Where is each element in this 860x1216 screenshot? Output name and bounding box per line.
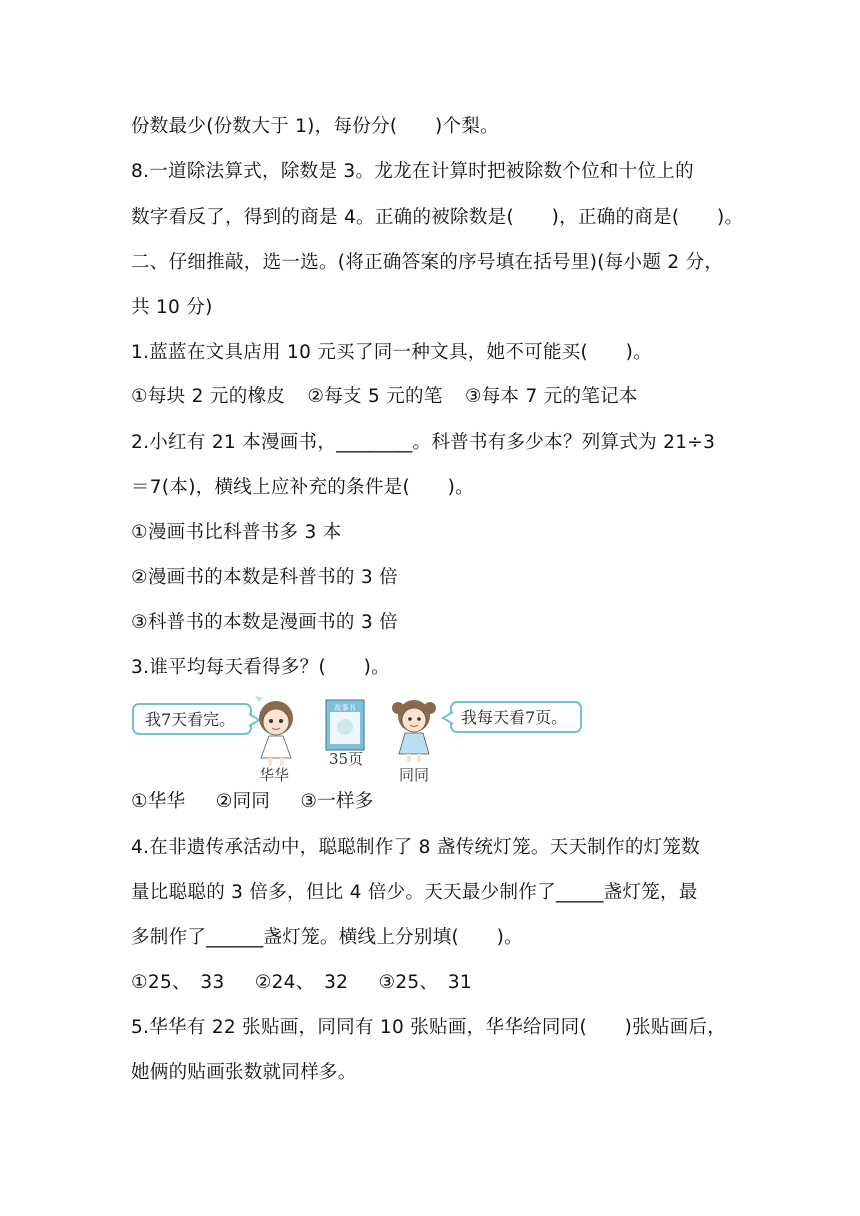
name-tongtong: 同同 (399, 766, 430, 784)
book-pages: 35页 (329, 750, 364, 768)
text-line: 份数最少(份数大于 1)，每份分( )个梨。 (131, 116, 499, 137)
question-8-line-1: 8.一道除法算式，除数是 3。龙龙在计算时把被除数个位和十位上的 (131, 161, 694, 182)
question-5-line-2: 她俩的贴画张数就同样多。 (131, 1062, 357, 1083)
girl-huahua-figure (255, 696, 293, 766)
option-1: ①每块 2 元的橡皮 (131, 386, 286, 407)
question-2-option-1: ①漫画书比科普书多 3 本 (131, 522, 342, 543)
question-5-line-1: 5.华华有 22 张贴画，同同有 10 张贴画，华华给同同( )张贴画后， (131, 1017, 727, 1038)
option-3: ③25、 31 (378, 972, 472, 993)
section-2-heading-cont: 共 10 分) (131, 297, 213, 318)
name-huahua: 华华 (259, 766, 290, 784)
option-3: ③每本 7 元的笔记本 (464, 386, 638, 407)
speech-bubble-right (443, 702, 581, 732)
bubble-left-text: 我7天看完。 (145, 710, 236, 729)
option-1: ①华华 (131, 791, 186, 812)
question-3-illustration (131, 690, 591, 785)
option-2: ②同同 (215, 791, 271, 812)
question-4-line-2: 量比聪聪的 3 倍多，但比 4 倍少。天天最少制作了_____盏灯笼，最 (131, 882, 698, 903)
option-1: ①25、 33 (131, 972, 225, 993)
speech-bubble-left (133, 704, 259, 734)
question-1: 1.蓝蓝在文具店用 10 元买了同一种文具，她不可能买( )。 (131, 342, 652, 363)
question-4-options (131, 969, 740, 997)
question-2-option-2: ②漫画书的本数是科普书的 3 倍 (131, 567, 398, 588)
book-title: 故事书 (334, 704, 356, 712)
question-3: 3.谁平均每天看得多？( )。 (131, 657, 390, 678)
question-2-line-1: 2.小红有 21 本漫画书，________。科普书有多少本？列算式为 21÷3 (131, 432, 716, 453)
book-icon (326, 700, 364, 750)
question-4-line-1: 4.在非遗传承活动中，聪聪制作了 8 盏传统灯笼。天天制作的灯笼数 (131, 837, 701, 858)
girl-tongtong-figure (392, 700, 436, 762)
option-2: ②24、 32 (254, 972, 349, 993)
bubble-right-text: 我每天看7页。 (461, 708, 568, 727)
question-8-line-2: 数字看反了，得到的商是 4。正确的被除数是( )，正确的商是( )。 (131, 207, 744, 228)
question-4-line-3: 多制作了______盏灯笼。横线上分别填( )。 (131, 927, 523, 948)
question-3-options (131, 788, 740, 816)
question-1-options (131, 383, 740, 411)
option-3: ③一样多 (300, 791, 374, 812)
option-2: ②每支 5 元的笔 (307, 386, 443, 407)
section-2-heading: 二、仔细推敲，选一选。(将正确答案的序号填在括号里)(每小题 2 分， (131, 252, 724, 273)
question-2-option-3: ③科普书的本数是漫画书的 3 倍 (131, 612, 398, 633)
question-2-line-2: ＝7(本)，横线上应补充的条件是( )。 (131, 477, 474, 498)
